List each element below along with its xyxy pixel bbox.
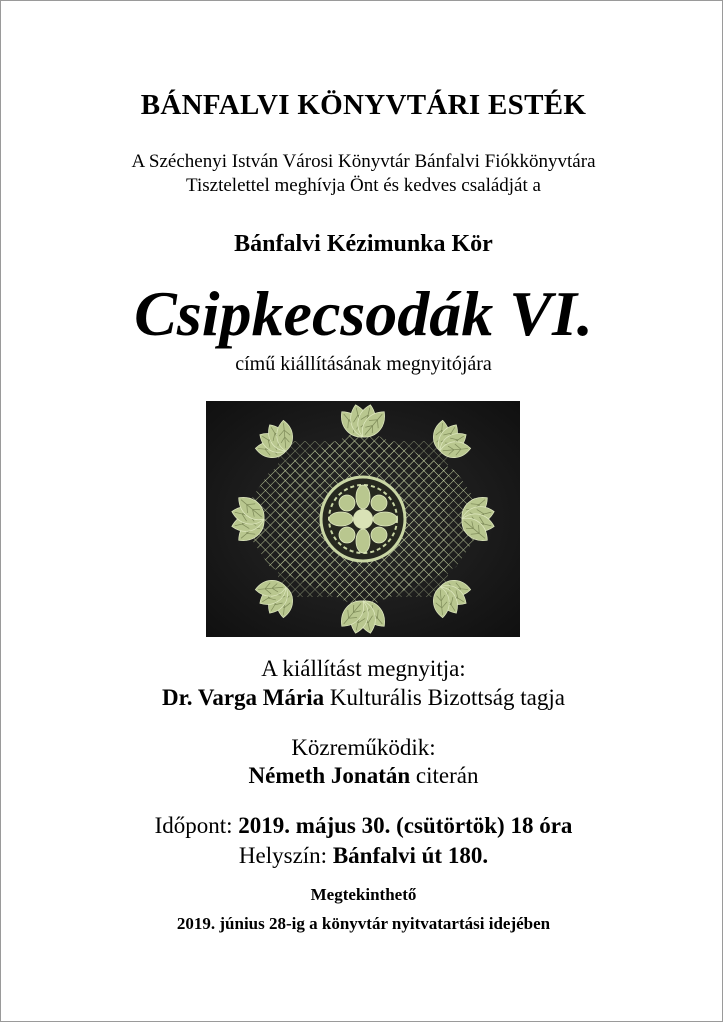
time-label: Időpont:: [154, 813, 233, 838]
place-label: Helyszín:: [238, 843, 328, 868]
organizer-line: A Széchenyi István Városi Könyvtár Bánfalvi Fiókkönyvtára: [131, 151, 596, 172]
performer-name: Németh Jonatán: [248, 763, 411, 788]
lace-doily-photo: [206, 401, 520, 637]
opening-speaker-name: Dr. Varga Mária: [162, 685, 325, 710]
exhibition-subtitle: című kiállításának megnyitójára: [235, 353, 492, 375]
place-value: Bánfalvi út 180.: [332, 843, 489, 868]
exhibition-title: Csipkecsodák VI.: [134, 278, 593, 349]
circle-name: Bánfalvi Kézimunka Kör: [234, 231, 493, 257]
cooperation-label: Közreműködik:: [291, 735, 436, 760]
opening-speaker: [1, 685, 725, 711]
opening-label: A kiállítást megnyitja:: [261, 656, 466, 681]
performer-instrument: citerán: [415, 763, 479, 788]
series-title: BÁNFALVI KÖNYVTÁRI ESTÉK: [140, 89, 587, 121]
viewing-until: 2019. június 28-ig a könyvtár nyitvatartási idejében: [176, 914, 551, 933]
invitation-line: Tisztelettel meghívja Önt és kedves családját a: [186, 175, 541, 196]
event-time: [1, 813, 725, 839]
event-place: [1, 843, 725, 869]
viewing-label: Megtekinthető: [310, 885, 417, 904]
time-value: 2019. május 30. (csütörtök) 18 óra: [238, 813, 573, 838]
cooperation-performer: [1, 763, 725, 789]
lace-doily-icon: [206, 401, 520, 637]
opening-speaker-role: Kulturális Bizottság tagja: [329, 685, 565, 710]
